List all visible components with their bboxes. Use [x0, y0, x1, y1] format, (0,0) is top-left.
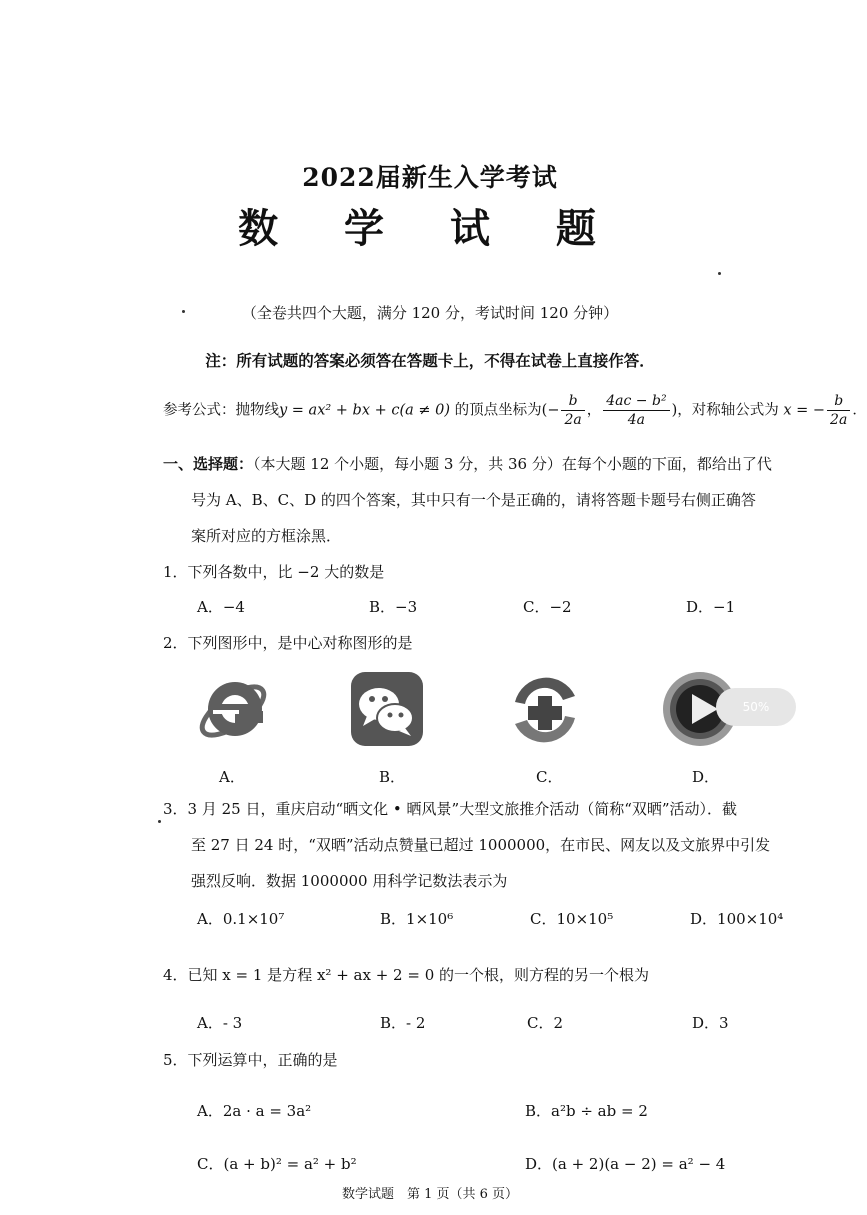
page-footer: 数学试题 第 1 页（共 6 页）	[341, 1187, 519, 1202]
section-line: （本大题 12 个小题，每小题 3 分，共 36 分）在每个小题的下面，都给出了代	[253, 455, 772, 473]
question-5-stem: 5．下列运算中，正确的是	[163, 1051, 338, 1069]
question-2-stem: 2．下列图形中，是中心对称图形的是	[163, 634, 413, 652]
vertex-close: )	[671, 402, 678, 419]
q3-option-c: C．10×10⁵	[530, 910, 614, 928]
stem-line: 3．3 月 25 日，重庆启动“晒文化 • 晒风景”大型文旅推介活动（简称“双晒”活动）．截	[163, 800, 738, 818]
q5-option-c: C．(a + b)² = a² + b²	[197, 1155, 357, 1173]
medical-plus-logo-icon	[505, 666, 585, 752]
exam-title: 2022届新生入学考试	[302, 163, 558, 192]
fraction-denominator: 2a	[830, 412, 848, 428]
fraction-denominator: 2a	[564, 412, 582, 428]
axis-text: ，对称轴公式为	[677, 402, 784, 419]
q3-option-d: D．100×10⁴	[690, 910, 784, 928]
section-line: 案所对应的方框涂黑．	[191, 527, 342, 545]
scan-speck	[182, 310, 185, 313]
fraction-denominator: 4a	[627, 412, 646, 428]
q4-option-b: B．- 2	[380, 1014, 426, 1032]
exam-notice: 注：所有试题的答案必须答在答题卡上，不得在试卷上直接作答．	[205, 351, 655, 370]
wechat-icon	[347, 666, 427, 752]
formula-prefix: 参考公式：抛物线	[163, 402, 279, 419]
q3-option-b: B．1×10⁶	[380, 910, 454, 928]
subject-title: 数 学 试 题	[238, 205, 622, 252]
formula-end: ．	[852, 402, 867, 419]
q2-option-c: C．	[536, 768, 563, 786]
vertex-text: 的顶点坐标为	[450, 402, 542, 419]
reference-formula	[163, 378, 867, 428]
q1-option-c: C．−2	[523, 598, 572, 616]
q2-option-a: A．	[219, 768, 245, 786]
q1-option-d: D．−1	[686, 598, 736, 616]
internet-explorer-icon	[195, 666, 275, 752]
fraction-numerator: 4ac − b²	[603, 392, 669, 411]
fraction-b-over-2a	[561, 392, 584, 429]
zoom-indicator[interactable]: 50%	[716, 688, 796, 726]
q4-option-c: C．2	[527, 1014, 564, 1032]
exam-info: （全卷共四个大题，满分 120 分，考试时间 120 分钟）	[241, 304, 619, 322]
q4-option-a: A．- 3	[197, 1014, 243, 1032]
q1-option-a: A．−4	[197, 598, 245, 616]
fraction-numerator: b	[827, 392, 850, 411]
q4-option-d: D．3	[692, 1014, 729, 1032]
q1-option-b: B．−3	[369, 598, 418, 616]
parabola-equation: y = ax² + bx + c(a ≠ 0)	[279, 402, 451, 419]
section-heading: 一、选择题：	[163, 455, 254, 473]
scan-speck	[158, 820, 161, 823]
vertex-comma: ，	[586, 402, 602, 419]
section-1-instructions	[163, 446, 813, 554]
question-4-stem: 4．已知 x = 1 是方程 x² + ax + 2 = 0 的一个根，则方程的另一个根为	[163, 966, 650, 984]
vertex-open: (−	[541, 402, 560, 419]
q2-option-b: B．	[379, 768, 406, 786]
axis-equation: x = −	[783, 402, 826, 419]
q5-option-d: D．(a + 2)(a − 2) = a² − 4	[525, 1155, 726, 1173]
q5-option-a: A．2a · a = 3a²	[197, 1102, 312, 1120]
section-line: 号为 A、B、C、D 的四个答案，其中只有一个是正确的，请将答题卡题号右侧正确答	[191, 491, 756, 509]
question-3-stem	[163, 791, 813, 899]
fraction-numerator: b	[561, 392, 584, 411]
q3-option-a: A．0.1×10⁷	[197, 910, 285, 928]
q2-option-d: D．	[692, 768, 720, 786]
stem-line: 强烈反响．数据 1000000 用科学记数法表示为	[191, 872, 508, 890]
q5-option-b: B．a²b ÷ ab = 2	[525, 1102, 648, 1120]
scan-speck	[718, 272, 721, 275]
fraction-4ac-over-4a	[603, 392, 669, 429]
question-1-stem: 1．下列各数中，比 −2 大的数是	[163, 563, 385, 581]
fraction-b-over-2a-axis	[827, 392, 850, 429]
stem-line: 至 27 日 24 时，“双晒”活动点赞量已超过 1000000，在市民、网友以及文旅界中引发	[191, 836, 771, 854]
